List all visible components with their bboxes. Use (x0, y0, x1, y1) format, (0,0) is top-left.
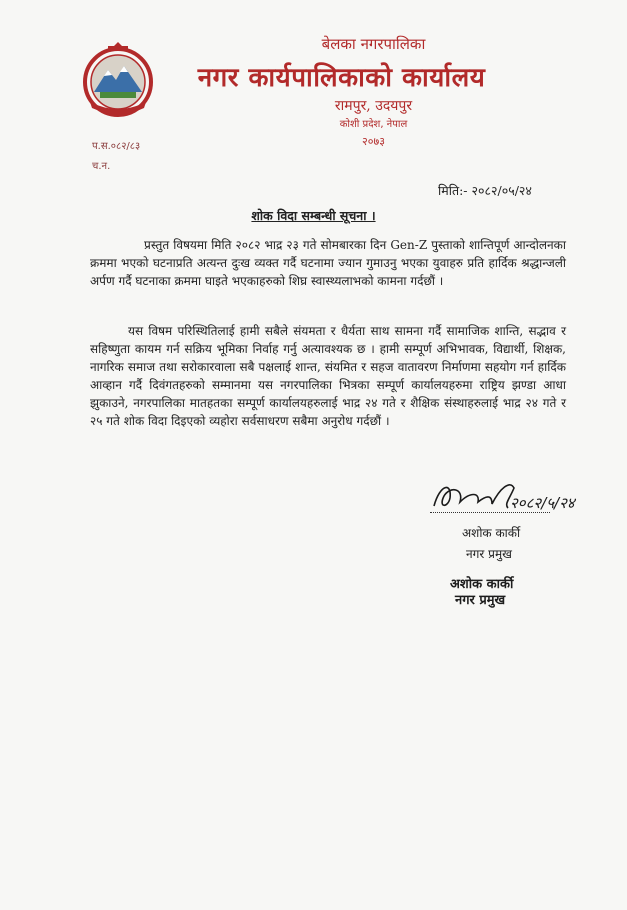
stamp-name: अशोक कार्की (450, 577, 514, 592)
office-address: रामपुर, उदयपुर (334, 98, 413, 114)
signatory-title: नगर प्रमुख (466, 547, 512, 561)
subject-text: शोक विदा सम्बन्धी सूचना । (251, 208, 376, 223)
municipality-name: बेलका नगरपालिका (321, 35, 426, 53)
established-year: २०७३ (362, 135, 385, 148)
province-line: कोशी प्रदेश, नेपाल (339, 119, 408, 130)
stamp-title: नगर प्रमुख (455, 593, 506, 608)
body-paragraph-1: प्रस्तुत विषयमा मिति २०८२ भाद्र २३ गते सोमबारका दिन Gen-Z पुस्ताको शान्तिपूर्ण आन्दोलनका क्रममा भएको घटनाप्रति अत्यन्त दुःख व्यक्त गर्दै घटनामा ज्यान गुमाउनु भएका युवाहरु प्रति हार्दिक श्रद्धान्जली अर्पण गर्दै घटनाका क्रममा घाइते भएकाहरुको शिघ्र स्वास्थ्यलाभको कामना गर्दछौं । (90, 238, 566, 288)
letter-number: प.स.०८२/८३ (92, 141, 141, 152)
dispatch-number: च.न. (92, 161, 111, 172)
body-paragraph-2: यस विषम परिस्थितिलाई हामी सबैले संयमता र धैर्यता साथ सामना गर्दै सामाजिक शान्ति, सद्भाव र सहिष्णुता कायम गर्न सक्रिय भूमिका निर्वाह गर्नु अत्यावश्यक छ । हामी सम्पूर्ण अभिभावक, विद्यार्थी, शिक्षक, नागरिक समाज तथा सरोकारवाला सबै पक्षलाई शान्त, संयमित र सहज वातावरण निर्माणमा सहयोग गर्न हार्दिक आव्हान गर्दै दिवंगतहरुको सम्मानमा यस नगरपालिका भित्रका सम्पूर्ण कार्यालयहरुमा राष्ट्रिय झण्डा आधा झुकाउने, नगरपालिका मातहतका सम्पूर्ण कार्यालयहरुलाई भाद्र २४ गते र शैक्षिक संस्थाहरुलाई भाद्र २४ गते र २५ गते शोक विदा दिइएको व्यहोरा सर्वसाधरण सबैमा अनुरोध गर्दछौं । (90, 324, 566, 428)
subject-line (0, 207, 627, 224)
signature-line (430, 512, 550, 513)
signature-date: २०८२/५/२४ (510, 494, 575, 512)
office-title: नगर कार्यपालिकाको कार्यालय (197, 63, 486, 93)
signatory-name: अशोक कार्की (462, 526, 521, 540)
letter-date: मिति:- २०८२/०५/२४ (438, 183, 532, 198)
